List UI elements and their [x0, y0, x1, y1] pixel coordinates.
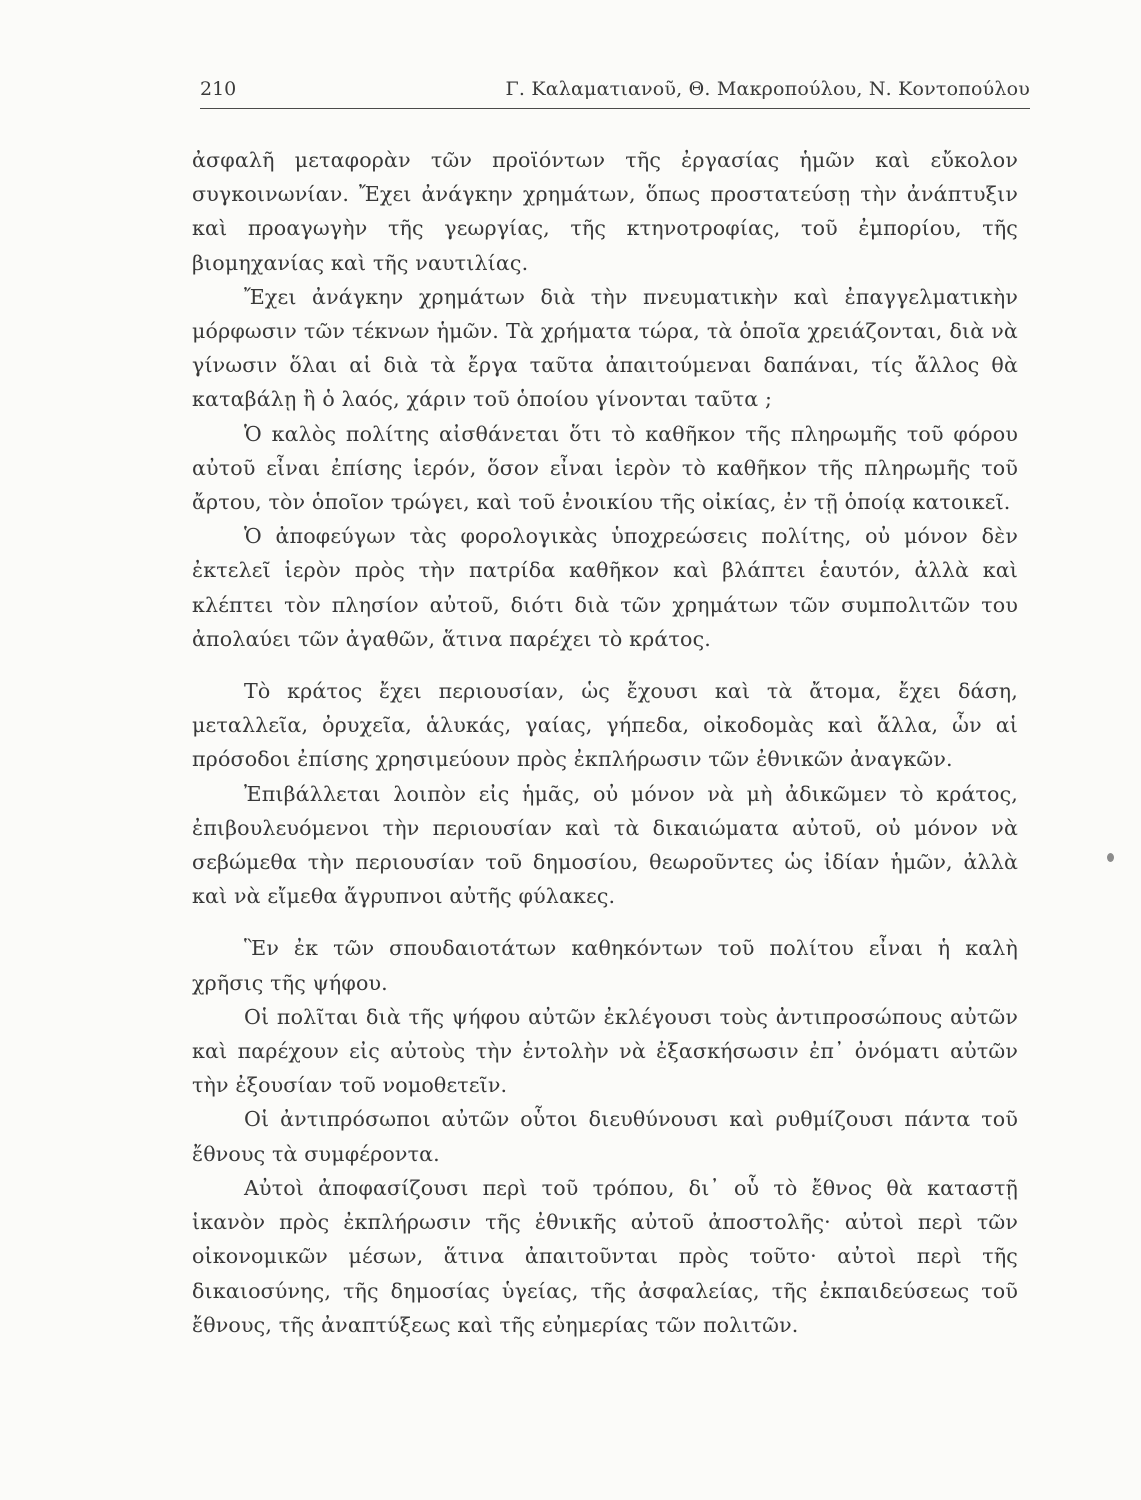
- paragraph: Ἓν ἐκ τῶν σπουδαιοτάτων καθηκόντων τοῦ πολίτου εἶναι ἡ καλὴ χρῆσις τῆς ψήφου.: [192, 936, 1018, 995]
- paragraph: Ὁ ἀποφεύγων τὰς φορολογικὰς ὑποχρεώσεις πολίτης, οὐ μόνον δὲν ἐκτελεῖ ἱερὸν πρὸς τὴν πατρίδα καθῆκον καὶ βλάπτει ἑαυτόν, ἀλλὰ καὶ κλέπτει τὸν πλησίον αὐτοῦ, διότι διὰ τῶν χρημάτων τῶν συμπολιτῶν του ἀπολαύει τῶν ἀγαθῶν, ἅτινα παρέχει τὸ κράτος.: [192, 524, 1018, 651]
- margin-ink-dot: [1107, 853, 1114, 862]
- paragraph: Οἱ ἀντιπρόσωποι αὐτῶν οὗτοι διευθύνουσι καὶ ρυθμίζουσι πάντα τοῦ ἔθνους τὰ συμφέροντα.: [192, 1107, 1018, 1166]
- body-text: [192, 143, 1018, 1342]
- paragraph: Οἱ πολῖται διὰ τῆς ψήφου αὐτῶν ἐκλέγουσι τοὺς ἀντιπροσώπους αὐτῶν καὶ παρέχουν εἰς αὐτοὺς τὴν ἐντολὴν νὰ ἐξασκήσωσιν ἐπ᾿ ὀνόματι αὐτῶν τὴν ἐξουσίαν τοῦ νομοθετεῖν.: [192, 1004, 1018, 1098]
- paragraph: Τὸ κράτος ἔχει περιουσίαν, ὡς ἔχουσι καὶ τὰ ἄτομα, ἔχει δάση, μεταλλεῖα, ὀρυχεῖα, ἁλυκάς, γαίας, γήπεδα, οἰκοδομὰς καὶ ἄλλα, ὧν αἱ πρόσοδοι ἐπίσης χρησιμεύουν πρὸς ἐκπλήρωσιν τῶν ἐθνικῶν ἀναγκῶν.: [192, 679, 1018, 772]
- paragraph: Ἐπιβάλλεται λοιπὸν εἰς ἡμᾶς, οὐ μόνον νὰ μὴ ἀδικῶμεν τὸ κράτος, ἐπιβουλευόμενοι τὴν περιουσίαν καὶ τὰ δικαιώματα αὐτοῦ, οὐ μόνον νὰ σεβώμεθα τὴν περιουσίαν τοῦ δημοσίου, θεωροῦντες ὡς ἰδίαν ἡμῶν, ἀλλὰ καὶ νὰ εἴμεθα ἄγρυπνοι αὐτῆς φύλακες.: [192, 781, 1018, 909]
- paragraph: Ἔχει ἀνάγκην χρημάτων διὰ τὴν πνευματικὴν καὶ ἐπαγγελματικὴν μόρφωσιν τῶν τέκνων ἡμῶν. Τὰ χρήματα τώρα, τὰ ὁποῖα χρειάζονται, διὰ νὰ γίνωσιν ὅλαι αἱ διὰ τὰ ἔργα ταῦτα ἀπαιτούμεναι δαπάναι, τίς ἄλλος θὰ καταβάλῃ ἢ ὁ λαός, χάριν τοῦ ὁποίου γίνονται ταῦτα ;: [192, 284, 1018, 412]
- paragraph: Ὁ καλὸς πολίτης αἰσθάνεται ὅτι τὸ καθῆκον τῆς πληρωμῆς τοῦ φόρου αὐτοῦ εἶναι ἐπίσης ἱερόν, ὅσον εἶναι ἱερὸν τὸ καθῆκον τῆς πληρωμῆς τοῦ ἄρτου, τὸν ὁποῖον τρώγει, καὶ τοῦ ἐνοικίου τῆς οἰκίας, ἐν τῇ ὁποίᾳ κατοικεῖ.: [192, 421, 1018, 515]
- paragraph: ἀσφαλῆ μεταφορὰν τῶν προϊόντων τῆς ἐργασίας ἡμῶν καὶ εὔκολον συγκοινωνίαν. Ἔχει ἀνάγκην χρημάτων, ὅπως προστατεύσῃ τὴν ἀνάπτυξιν καὶ προαγωγὴν τῆς γεωργίας, τῆς κτηνοτροφίας, τοῦ ἐμπορίου, τῆς βιομηχανίας καὶ τῆς ναυτιλίας.: [192, 148, 1018, 275]
- page-header: [200, 72, 1030, 109]
- paragraph: Αὐτοὶ ἀποφασίζουσι περὶ τοῦ τρόπου, δι᾿ οὗ τὸ ἔθνος θὰ καταστῇ ἱκανὸν πρὸς ἐκπλήρωσιν τῆς ἐθνικῆς αὐτοῦ ἀποστολῆς· αὐτοὶ περὶ τῶν οἰκονομικῶν μέσων, ἅτινα ἀπαιτοῦνται πρὸς τοῦτο· αὐτοὶ περὶ τῆς δικαιοσύνης, τῆς δημοσίας ὑγείας, τῆς ἀσφαλείας, τῆς ἐκπαιδεύσεως τοῦ ἔθνους, τῆς ἀναπτύξεως καὶ τῆς εὐημερίας τῶν πολιτῶν.: [192, 1175, 1018, 1337]
- running-head: Γ. Καλαματιανοῦ, Θ. Μακροπούλου, Ν. Κοντοπούλου: [505, 78, 1030, 100]
- page-number: 210: [200, 78, 237, 100]
